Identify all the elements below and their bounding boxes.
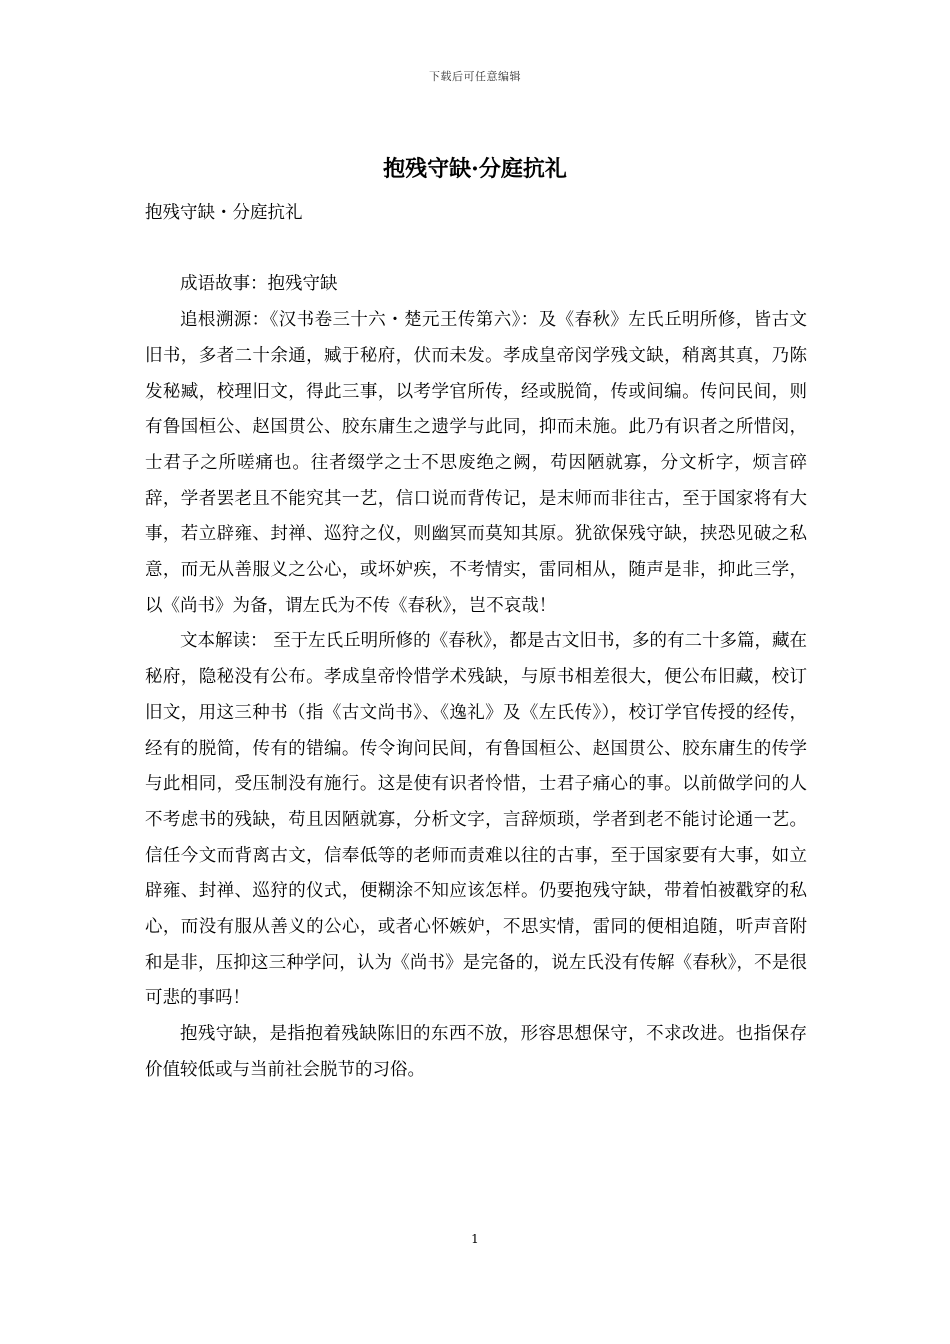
document-body <box>145 196 807 1089</box>
document-title: 抱残守缺·分庭抗礼 <box>383 156 567 182</box>
paragraph-origin: 追根溯源：《汉书卷三十六・楚元王传第六》：及《春秋》左氏丘明所修，皆古文旧书，多者二十余通，臧于秘府，伏而未发。孝成皇帝闵学残文缺，稍离其真，乃陈发秘臧，校理旧文，得此三事，以考学官所传，经或脱简，传或间编。传问民间，则有鲁国桓公、赵国贯公、胶东庸生之遗学与此同，抑而未施。此乃有识者之所惜闵，士君子之所嗟痛也。往者缀学之士不思废绝之阙，苟因陋就寡，分文析字，烦言碎辞，学者罢老且不能究其一艺，信口说而背传记，是末师而非往古，至于国家将有大事，若立辟雍、封禅、巡狩之仪，则幽冥而莫知其原。犹欲保残守缺，挟恐见破之私意，而无从善服义之公心，或坏妒疾，不考情实，雷同相从，随声是非，抑此三学，以《尚书》为备，谓左氏为不传《春秋》，岂不哀哉！ <box>145 310 807 616</box>
paragraph-idiom-story: 成语故事：抱残守缺 <box>180 274 338 295</box>
page-number: 1 <box>471 1232 479 1246</box>
page-header: 下载后可任意编辑 <box>429 70 521 83</box>
paragraph-interpretation: 文本解读： 至于左氏丘明所修的《春秋》，都是古文旧书，多的有二十多篇，藏在秘府，隐秘没有公布。孝成皇帝怜惜学术残缺，与原书相差很大，便公布旧藏，校订旧文，用这三种书（指《古文尚书》、《逸礼》及《左氏传》），校订学官传授的经传，经有的脱简，传有的错编。传令询问民间，有鲁国桓公、赵国贯公、胶东庸生的传学与此相同，受压制没有施行。这是使有识者怜惜，士君子痛心的事。以前做学问的人不考虑书的残缺，苟且因陋就寡，分析文字，言辞烦琐，学者到老不能讨论通一艺。信任今文而背离古文，信奉低等的老师而责难以往的古事，至于国家要有大事，如立辟雍、封禅、巡狩的仪式，便糊涂不知应该怎样。仍要抱残守缺，带着怕被戳穿的私心，而没有服从善义的公心，或者心怀嫉妒，不思实情，雷同的便相追随，听声音附和是非，压抑这三种学问，认为《尚书》是完备的，说左氏没有传解《春秋》，不是很可悲的事吗！ <box>145 631 807 1009</box>
paragraph-definition: 抱残守缺，是指抱着残缺陈旧的东西不放，形容思想保守，不求改进。也指保存价值较低或与当前社会脱节的习俗。 <box>145 1024 807 1080</box>
document-subtitle: 抱残守缺・分庭抗礼 <box>145 203 303 223</box>
